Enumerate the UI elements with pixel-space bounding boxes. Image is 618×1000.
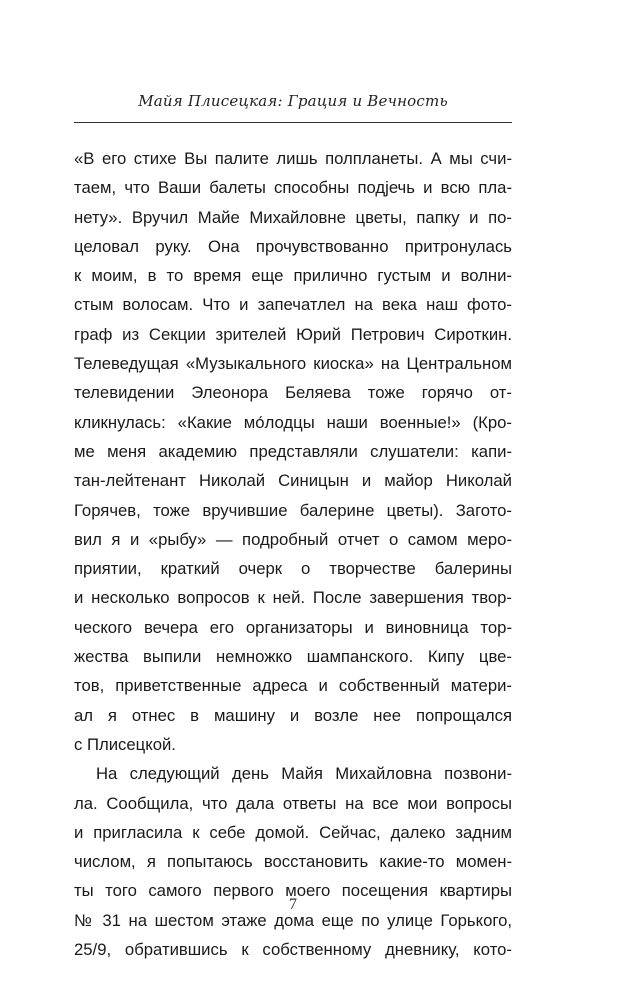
text-line: ме меня академию представляли слушатели: капи-: [74, 441, 512, 461]
text-line: ческого вечера его организаторы и виновница тор-: [74, 617, 512, 637]
text-line: к моим, в то время еще прилично густым и волни-: [74, 266, 512, 286]
text-line: таем, что Ваши балеты способны подjечь и всю пла-: [74, 178, 512, 198]
text-line: телевидении Элеонора Беляева тоже горячо от-: [74, 383, 512, 403]
paragraph: [74, 759, 512, 964]
text-line: целовал руку. Она прочувствованно притронулась: [74, 236, 512, 256]
text-line: Телеведущая «Музыкального киоска» на Центральном: [74, 354, 512, 374]
text-line: стым волосам. Что и запечатлел на века наш фото-: [74, 295, 512, 315]
text-line: 25/9, обратившись к собственному дневнику, кото-: [74, 940, 512, 960]
text-line: ла. Сообщила, что дала ответы на все мои вопросы: [74, 793, 512, 813]
text-line: и несколько вопросов к ней. После завершения твор-: [74, 588, 512, 608]
header-rule: [74, 122, 512, 123]
text-line: числом, я попытаюсь восстановить какие-то момен-: [74, 852, 512, 872]
text-line: и пригласила к себе домой. Сейчас, далеко задним: [74, 822, 512, 842]
paragraph: [74, 144, 512, 759]
text-line: На следующий день Майя Михайловна позвони-: [96, 764, 512, 784]
text-line: кликнулась: «Какие мо́лодцы наши военные!» (Кро-: [74, 412, 512, 432]
text-line: приятии, краткий очерк о творчестве балерины: [74, 559, 512, 579]
running-header: Майя Плисецкая: Грация и Вечность: [138, 92, 448, 110]
text-line: ты того самого первого моего посещения квартиры: [74, 881, 512, 901]
text-line: тов, приветственные адреса и собственный матери-: [74, 676, 512, 696]
text-line: вил я и «рыбу» — подробный отчет о самом меро-: [74, 529, 512, 549]
text-line: тан-лейтенант Николай Синицын и майор Николай: [74, 471, 512, 491]
page-number: 7: [289, 896, 297, 913]
text-line: № 31 на шестом этаже дома еще по улице Горького,: [74, 910, 512, 930]
text-line: Горячев, тоже вручившие балерине цветы). Загото-: [74, 500, 512, 520]
text-line: «В его стихе Вы палите лишь полпланеты. А мы счи-: [74, 149, 512, 168]
body-text: [74, 144, 512, 964]
text-line: жества выпили немножко шампанского. Кипу цве-: [74, 647, 512, 667]
text-line: нету». Вручил Майе Михайловне цветы, папку и по-: [74, 207, 512, 227]
text-line: ал я отнес в машину и возле нее попрощался: [74, 705, 512, 725]
text-line: граф из Секции зрителей Юрий Петрович Сироткин.: [74, 324, 512, 344]
text-line: с Плисецкой.: [74, 734, 176, 754]
